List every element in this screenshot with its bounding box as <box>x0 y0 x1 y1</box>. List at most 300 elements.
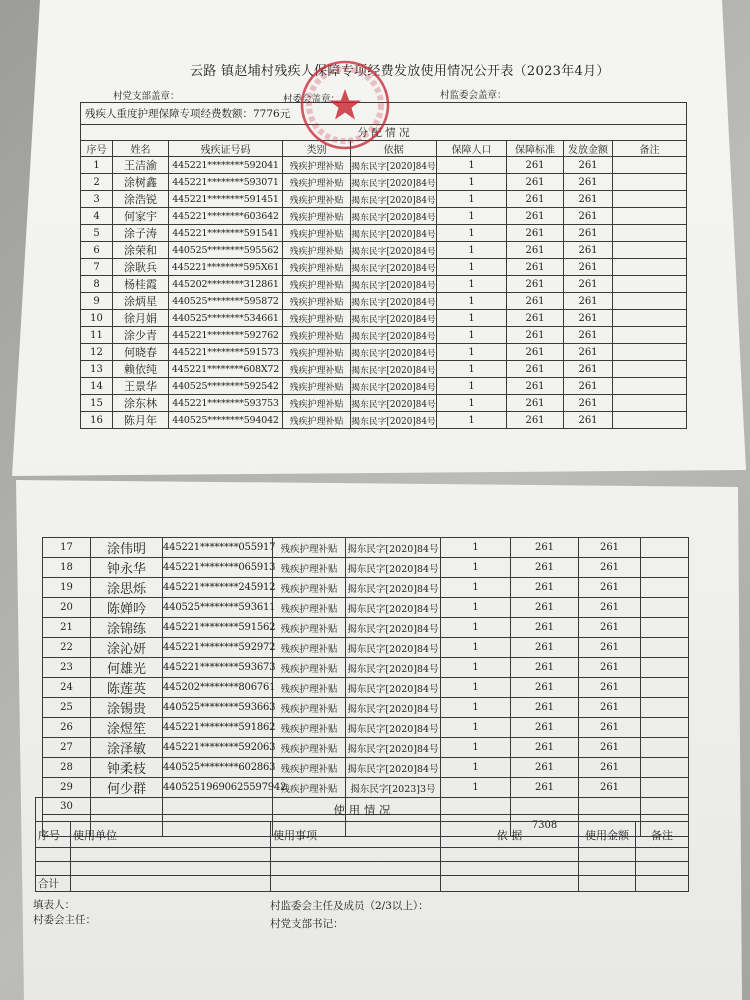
cell-id: 440525********593663 <box>163 698 273 718</box>
distribution-heading: 分 配 情 况 <box>81 125 687 141</box>
usage-cell <box>71 848 271 862</box>
cell-amount: 261 <box>579 578 641 598</box>
table-row <box>81 225 687 242</box>
cell-no: 29 <box>43 778 91 798</box>
cell-basis: 揭东民字[2020]84号 <box>351 395 437 412</box>
cell-population: 1 <box>441 578 511 598</box>
cell-population: 1 <box>437 242 507 259</box>
cell-name: 涂炳星 <box>113 293 169 310</box>
cell-category: 残疾护理补贴 <box>283 276 351 293</box>
cell-population: 1 <box>437 310 507 327</box>
cell-category: 残疾护理补贴 <box>273 558 346 578</box>
cell-basis: 揭东民字[2020]84号 <box>346 658 441 678</box>
cell-no: 13 <box>81 361 113 378</box>
cell-remark <box>641 558 689 578</box>
cell-amount: 261 <box>579 598 641 618</box>
cell-remark <box>613 242 687 259</box>
cell-population: 1 <box>437 276 507 293</box>
table-row <box>43 578 689 598</box>
cell-category: 残疾护理补贴 <box>283 174 351 191</box>
cell-standard: 261 <box>511 538 579 558</box>
usage-cell <box>271 876 441 892</box>
header-no: 序号 <box>81 141 113 157</box>
cell-no: 27 <box>43 738 91 758</box>
header-population: 保障人口 <box>437 141 507 157</box>
cell-id: 445221********055917 <box>163 538 273 558</box>
cell-no: 12 <box>81 344 113 361</box>
cell-category: 残疾护理补贴 <box>283 361 351 378</box>
usage-header-row <box>36 822 689 848</box>
cell-remark <box>613 310 687 327</box>
cell-name: 王景华 <box>113 378 169 395</box>
cell-remark <box>641 698 689 718</box>
cell-amount: 261 <box>564 412 613 429</box>
usage-row <box>36 848 689 862</box>
cell-remark <box>641 618 689 638</box>
cell-no: 2 <box>81 174 113 191</box>
cell-basis: 揭东民字[2020]84号 <box>351 412 437 429</box>
cell-population: 1 <box>441 618 511 638</box>
cell-no: 10 <box>81 310 113 327</box>
cell-no: 7 <box>81 259 113 276</box>
cell-category: 残疾护理补贴 <box>283 225 351 242</box>
header-remark: 备注 <box>613 141 687 157</box>
cell-basis: 揭东民字[2023]3号 <box>346 778 441 798</box>
cell-name: 钟柔枝 <box>91 758 163 778</box>
table-row <box>43 698 689 718</box>
cell-amount: 261 <box>564 327 613 344</box>
cell-no: 24 <box>43 678 91 698</box>
cell-population: 1 <box>437 361 507 378</box>
cell-amount: 261 <box>564 242 613 259</box>
cell-standard: 261 <box>507 208 564 225</box>
usage-cell <box>579 862 636 876</box>
usage-cell <box>636 848 689 862</box>
cell-population: 1 <box>437 225 507 242</box>
cell-population: 1 <box>441 758 511 778</box>
cell-category: 残疾护理补贴 <box>273 678 346 698</box>
official-seal <box>299 59 391 151</box>
cell-population: 1 <box>437 412 507 429</box>
cell-population: 1 <box>437 327 507 344</box>
cell-amount: 261 <box>564 174 613 191</box>
cell-category: 残疾护理补贴 <box>273 598 346 618</box>
cell-id: 440525********595562 <box>169 242 283 259</box>
cell-name: 陈莲英 <box>91 678 163 698</box>
cell-standard: 261 <box>507 344 564 361</box>
cell-remark <box>613 361 687 378</box>
cell-id: 445221********592041 <box>169 157 283 174</box>
cell-no: 28 <box>43 758 91 778</box>
cell-remark <box>641 738 689 758</box>
cell-amount: 261 <box>564 191 613 208</box>
cell-no: 15 <box>81 395 113 412</box>
cell-basis: 揭东民字[2020]84号 <box>351 378 437 395</box>
cell-standard: 261 <box>511 638 579 658</box>
cell-category: 残疾护理补贴 <box>273 578 346 598</box>
cell-amount: 261 <box>579 718 641 738</box>
cell-id: 445202********806761 <box>163 678 273 698</box>
cell-category: 残疾护理补贴 <box>283 259 351 276</box>
cell-amount: 261 <box>579 538 641 558</box>
cell-remark <box>613 276 687 293</box>
cell-name: 涂耿兵 <box>113 259 169 276</box>
cell-standard: 261 <box>511 718 579 738</box>
cell-category: 残疾护理补贴 <box>283 378 351 395</box>
cell-standard: 261 <box>507 276 564 293</box>
cell-no: 9 <box>81 293 113 310</box>
cell-category: 残疾护理补贴 <box>283 395 351 412</box>
cell-standard: 261 <box>507 191 564 208</box>
cell-standard: 261 <box>507 174 564 191</box>
cell-basis: 揭东民字[2020]84号 <box>346 538 441 558</box>
cell-population: 1 <box>437 344 507 361</box>
cell-remark <box>641 538 689 558</box>
cell-no: 30 <box>43 798 91 815</box>
cell-amount: 261 <box>579 618 641 638</box>
cell-basis: 揭东民字[2020]84号 <box>351 327 437 344</box>
cell-name: 何晓春 <box>113 344 169 361</box>
cell-amount: 261 <box>564 157 613 174</box>
cell-category: 残疾护理补贴 <box>283 157 351 174</box>
cell-id: 440525********595872 <box>169 293 283 310</box>
cell-population: 1 <box>441 718 511 738</box>
cell-category: 残疾护理补贴 <box>283 191 351 208</box>
cell-category: 残疾护理补贴 <box>273 778 346 798</box>
cell-population: 1 <box>437 395 507 412</box>
cell-standard: 261 <box>511 738 579 758</box>
cell-name: 涂锦练 <box>91 618 163 638</box>
cell-name: 涂树鑫 <box>113 174 169 191</box>
cell-no: 5 <box>81 225 113 242</box>
cell-basis: 揭东民字[2020]84号 <box>351 191 437 208</box>
cell-id: 440525********602863 <box>163 758 273 778</box>
cell-amount: 261 <box>564 395 613 412</box>
table-row <box>81 344 687 361</box>
cell-no: 8 <box>81 276 113 293</box>
cell-name: 何雄光 <box>91 658 163 678</box>
usage-header-amount: 使用金额 <box>579 822 636 848</box>
table-row <box>43 658 689 678</box>
usage-header-matter: 使用事项 <box>271 822 441 848</box>
cell-remark <box>641 718 689 738</box>
cell-standard: 261 <box>507 327 564 344</box>
usage-cell <box>271 848 441 862</box>
cell-name: 王洁渝 <box>113 157 169 174</box>
table-row <box>43 738 689 758</box>
usage-header-unit: 使用单位 <box>71 822 271 848</box>
header-name: 姓名 <box>113 141 169 157</box>
cell-amount: 261 <box>564 208 613 225</box>
supervisory-seal-label: 村监委会盖章： <box>440 90 507 101</box>
cell-remark <box>613 293 687 310</box>
cell-standard: 261 <box>507 378 564 395</box>
cell-name: 涂泽敏 <box>91 738 163 758</box>
usage-table <box>35 797 689 892</box>
cell-basis: 揭东民字[2020]84号 <box>346 578 441 598</box>
header-id: 残疾证号码 <box>169 141 283 157</box>
cell-population: 1 <box>441 738 511 758</box>
cell-basis: 揭东民字[2020]84号 <box>351 293 437 310</box>
cell-name: 涂煜笙 <box>91 718 163 738</box>
cell-standard: 261 <box>511 758 579 778</box>
cell-standard: 261 <box>511 658 579 678</box>
usage-cell <box>636 862 689 876</box>
cell-standard: 261 <box>511 558 579 578</box>
cell-category: 残疾护理补贴 <box>283 310 351 327</box>
cell-no: 23 <box>43 658 91 678</box>
usage-cell <box>271 862 441 876</box>
cell-standard: 261 <box>511 618 579 638</box>
cell-id: 445221********591862 <box>163 718 273 738</box>
cell-standard: 261 <box>507 293 564 310</box>
usage-cell <box>636 876 689 892</box>
cell-name: 何少群 <box>91 778 163 798</box>
cell-standard: 261 <box>507 242 564 259</box>
cell-id: 445221********592972 <box>163 638 273 658</box>
cell-category: 残疾护理补贴 <box>273 738 346 758</box>
cell-category: 残疾护理补贴 <box>273 698 346 718</box>
cell-population: 1 <box>441 778 511 798</box>
table-row <box>81 208 687 225</box>
table-row <box>81 412 687 429</box>
cell-basis: 揭东民字[2020]84号 <box>351 276 437 293</box>
cell-remark <box>613 208 687 225</box>
cell-id: 445221********603642 <box>169 208 283 225</box>
usage-header-remark: 备注 <box>636 822 689 848</box>
cell-category: 残疾护理补贴 <box>273 758 346 778</box>
header-amount: 发放金额 <box>564 141 613 157</box>
cell-standard: 261 <box>511 778 579 798</box>
cell-basis: 揭东民字[2020]84号 <box>351 344 437 361</box>
cell-category: 残疾护理补贴 <box>283 344 351 361</box>
cell-remark <box>641 598 689 618</box>
cell-no: 22 <box>43 638 91 658</box>
cell-no: 19 <box>43 578 91 598</box>
cell-amount: 261 <box>564 225 613 242</box>
cell-amount: 261 <box>564 259 613 276</box>
table-row <box>81 378 687 395</box>
cell-basis: 揭东民字[2020]84号 <box>346 558 441 578</box>
cell-population: 1 <box>437 378 507 395</box>
cell-basis: 揭东民字[2020]84号 <box>351 310 437 327</box>
table-row <box>43 778 689 798</box>
cell-standard: 261 <box>511 598 579 618</box>
cell-name: 涂锡贵 <box>91 698 163 718</box>
cell-basis: 揭东民字[2020]84号 <box>346 638 441 658</box>
cell-category: 残疾护理补贴 <box>273 618 346 638</box>
cell-id: 445221********591573 <box>169 344 283 361</box>
cell-no: 6 <box>81 242 113 259</box>
cell-standard: 261 <box>511 678 579 698</box>
table-row <box>43 538 689 558</box>
cell-id: 440525********592542 <box>169 378 283 395</box>
cell-remark <box>641 578 689 598</box>
cell-id: 445221********595X61 <box>169 259 283 276</box>
usage-cell <box>579 876 636 892</box>
usage-heading: 使 用 情 况 <box>36 798 689 822</box>
cell-standard: 261 <box>507 259 564 276</box>
usage-total-label: 合计 <box>36 876 71 892</box>
cell-amount: 261 <box>579 678 641 698</box>
cell-basis: 揭东民字[2020]84号 <box>346 598 441 618</box>
cell-id: 445221********593071 <box>169 174 283 191</box>
cell-name: 涂少青 <box>113 327 169 344</box>
usage-cell <box>579 848 636 862</box>
cell-category: 残疾护理补贴 <box>273 658 346 678</box>
cell-name: 涂浩锐 <box>113 191 169 208</box>
cell-category: 残疾护理补贴 <box>273 538 346 558</box>
cell-basis: 揭东民字[2020]84号 <box>346 698 441 718</box>
header-basis: 依据 <box>351 141 437 157</box>
table-row <box>43 718 689 738</box>
cell-population: 1 <box>441 598 511 618</box>
cell-standard: 261 <box>507 157 564 174</box>
usage-header-basis: 依 据 <box>441 822 579 848</box>
cell-category: 残疾护理补贴 <box>273 638 346 658</box>
usage-cell <box>71 862 271 876</box>
cell-name: 涂伟明 <box>91 538 163 558</box>
cell-population: 1 <box>437 293 507 310</box>
cell-population: 1 <box>441 698 511 718</box>
cell-id: 445221********592762 <box>169 327 283 344</box>
cell-id: 440525********534661 <box>169 310 283 327</box>
party-secretary-label: 村党支部书记： <box>270 918 344 930</box>
cell-standard: 261 <box>507 361 564 378</box>
cell-id: 445221********065913 <box>163 558 273 578</box>
cell-name: 涂思烁 <box>91 578 163 598</box>
cell-remark <box>613 225 687 242</box>
cell-remark <box>641 778 689 798</box>
filler-label: 填表人： <box>33 899 75 911</box>
table-row <box>43 758 689 778</box>
cell-population: 1 <box>441 558 511 578</box>
party-seal-label: 村党支部盖章： <box>113 91 180 102</box>
fund-label: 残疾人重度护理保障专项经费数额：7776元 <box>81 103 687 125</box>
usage-row <box>36 862 689 876</box>
usage-cell <box>441 876 579 892</box>
seal-star-icon <box>329 89 361 120</box>
table-row <box>81 293 687 310</box>
cell-no: 11 <box>81 327 113 344</box>
cell-no: 4 <box>81 208 113 225</box>
cell-amount: 261 <box>564 293 613 310</box>
cell-name: 钟永华 <box>91 558 163 578</box>
cell-no: 20 <box>43 598 91 618</box>
cell-amount: 261 <box>579 638 641 658</box>
cell-population: 1 <box>441 658 511 678</box>
cell-name: 涂东林 <box>113 395 169 412</box>
cell-remark <box>613 395 687 412</box>
cell-standard: 261 <box>507 395 564 412</box>
cell-name: 涂荣和 <box>113 242 169 259</box>
cell-population: 1 <box>437 208 507 225</box>
usage-cell <box>71 876 271 892</box>
cell-remark <box>613 412 687 429</box>
cell-remark <box>641 638 689 658</box>
cell-name: 赖依纯 <box>113 361 169 378</box>
cell-amount: 261 <box>564 378 613 395</box>
cell-no: 3 <box>81 191 113 208</box>
cell-basis: 揭东民字[2020]84号 <box>346 718 441 738</box>
cell-id: 445221********592063 <box>163 738 273 758</box>
cell-no: 1 <box>81 157 113 174</box>
cell-amount: 261 <box>564 310 613 327</box>
table-row <box>43 678 689 698</box>
cell-basis: 揭东民字[2020]84号 <box>346 738 441 758</box>
cell-id: 445202********312861 <box>169 276 283 293</box>
cell-basis: 揭东民字[2020]84号 <box>351 259 437 276</box>
cell-amount: 261 <box>579 558 641 578</box>
cell-population: 1 <box>437 191 507 208</box>
cell-no: 18 <box>43 558 91 578</box>
document-title: 云路 镇赵埔村残疾人保障专项经费发放使用情况公开表（2023年4月） <box>190 64 610 79</box>
table-row <box>81 395 687 412</box>
cell-remark <box>641 678 689 698</box>
cell-id: 440525********594042 <box>169 412 283 429</box>
cell-name: 陈婵吟 <box>91 598 163 618</box>
table-row <box>81 259 687 276</box>
table-row <box>81 191 687 208</box>
cell-category: 残疾护理补贴 <box>283 412 351 429</box>
cell-id: 440525********593611 <box>163 598 273 618</box>
table-row <box>43 618 689 638</box>
table-row <box>43 638 689 658</box>
cell-category: 残疾护理补贴 <box>283 293 351 310</box>
cell-remark <box>613 157 687 174</box>
cell-no: 21 <box>43 618 91 638</box>
cell-amount: 261 <box>579 698 641 718</box>
cell-amount: 261 <box>579 758 641 778</box>
table-row <box>43 598 689 618</box>
cell-basis: 揭东民字[2020]84号 <box>351 208 437 225</box>
cell-basis: 揭东民字[2020]84号 <box>346 758 441 778</box>
cell-no: 25 <box>43 698 91 718</box>
usage-heading-row <box>36 798 689 822</box>
committee-seal-label: 村委会盖章： <box>283 94 341 105</box>
cell-name: 涂子涛 <box>113 225 169 242</box>
cell-remark <box>613 259 687 276</box>
cell-basis: 揭东民字[2020]84号 <box>346 678 441 698</box>
cell-population: 1 <box>441 638 511 658</box>
cell-id: 445221********593673 <box>163 658 273 678</box>
usage-cell <box>441 848 579 862</box>
usage-cell <box>36 862 71 876</box>
usage-total-row <box>36 876 689 892</box>
total-standard: 7308 <box>511 815 579 837</box>
cell-id: 445221********608X72 <box>169 361 283 378</box>
cell-amount: 261 <box>564 344 613 361</box>
distribution-rows-page1 <box>81 157 687 429</box>
cell-standard: 261 <box>507 225 564 242</box>
supervisory-members-label: 村监委会主任及成员（2/3以上）： <box>270 900 429 912</box>
cell-no: 14 <box>81 378 113 395</box>
distribution-table-continued <box>42 537 689 837</box>
cell-no: 16 <box>81 412 113 429</box>
header-category: 类别 <box>283 141 351 157</box>
cell-population: 1 <box>437 259 507 276</box>
table-row <box>81 276 687 293</box>
cell-name: 陈月年 <box>113 412 169 429</box>
cell-no: 17 <box>43 538 91 558</box>
distribution-rows-page2 <box>43 538 689 815</box>
cell-basis: 揭东民字[2020]84号 <box>351 242 437 259</box>
cell-basis: 揭东民字[2020]84号 <box>351 361 437 378</box>
cell-category: 残疾护理补贴 <box>273 718 346 738</box>
table-row <box>81 310 687 327</box>
table-row <box>81 327 687 344</box>
table-row <box>81 242 687 259</box>
